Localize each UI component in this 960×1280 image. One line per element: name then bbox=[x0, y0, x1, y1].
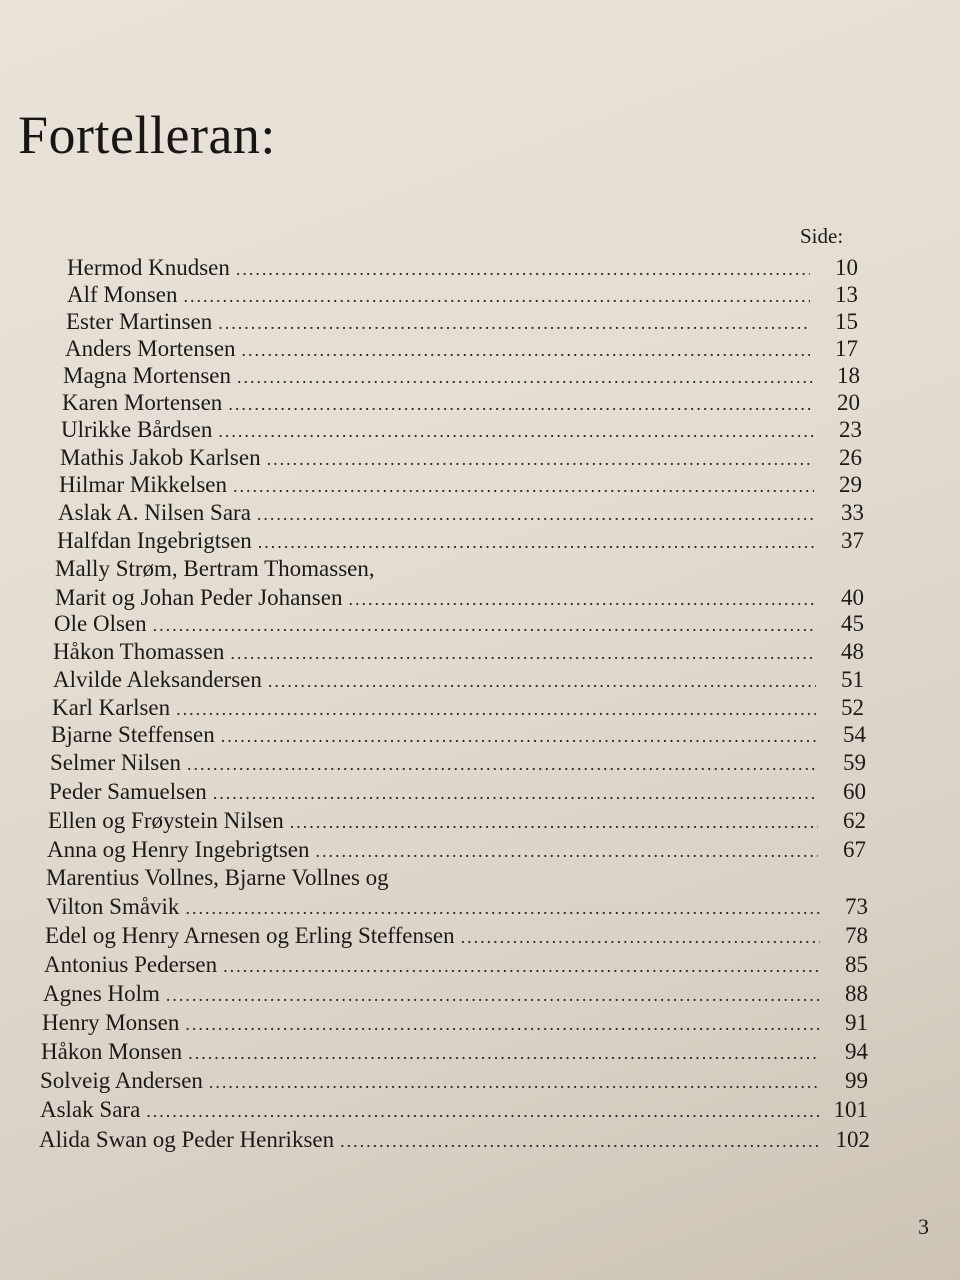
toc-entry-name: Vilton Småvik bbox=[46, 894, 180, 919]
toc-entry-name: Karl Karlsen bbox=[52, 695, 171, 720]
toc-entry-name: Ole Olsen bbox=[54, 611, 147, 636]
dot-leader bbox=[146, 1102, 820, 1120]
toc-entry-page-number: 10 bbox=[835, 255, 858, 280]
dot-leader bbox=[233, 477, 814, 495]
page-title: Fortelleran: bbox=[18, 105, 276, 165]
toc-entry bbox=[46, 895, 868, 918]
dot-leader bbox=[218, 422, 814, 440]
toc-entry-name-first-line: Mally Strøm, Bertram Thomassen, bbox=[55, 556, 375, 581]
toc-entry bbox=[61, 418, 862, 441]
toc-entry-name: Antonius Pedersen bbox=[44, 952, 218, 977]
toc-entry bbox=[51, 723, 866, 746]
toc-entry bbox=[57, 529, 864, 552]
toc-entry-page-number: 26 bbox=[839, 445, 862, 470]
toc-entry-page-number: 54 bbox=[843, 722, 866, 747]
toc-entry-name: Håkon Monsen bbox=[41, 1039, 183, 1064]
toc-entry-page-number: 101 bbox=[833, 1097, 868, 1122]
toc-entry-name: Alida Swan og Peder Henriksen bbox=[39, 1127, 335, 1152]
toc-entry-name: Henry Monsen bbox=[42, 1010, 180, 1035]
toc-entry-page-number: 15 bbox=[835, 309, 858, 334]
dot-leader bbox=[153, 616, 816, 634]
dot-leader bbox=[221, 727, 818, 745]
toc-entry bbox=[44, 953, 868, 976]
toc-entry-name: Agnes Holm bbox=[43, 981, 160, 1006]
dot-leader bbox=[213, 784, 818, 802]
toc-entry-name: Håkon Thomassen bbox=[53, 639, 225, 664]
toc-entry-page-number: 102 bbox=[835, 1127, 870, 1152]
toc-entry bbox=[60, 446, 862, 469]
dot-leader bbox=[236, 260, 810, 278]
toc-entry-name: Ulrikke Bårdsen bbox=[61, 417, 213, 442]
toc-entry-name: Aslak Sara bbox=[40, 1097, 141, 1122]
toc-entry-name: Peder Samuelsen bbox=[49, 779, 207, 804]
toc-entry-name: Solveig Andersen bbox=[40, 1068, 203, 1093]
toc-entry-page-number: 18 bbox=[837, 363, 860, 388]
toc-entry-page-number: 37 bbox=[841, 528, 864, 553]
toc-entry bbox=[67, 283, 858, 306]
dot-leader bbox=[185, 899, 820, 917]
toc-entry bbox=[45, 924, 868, 947]
dot-leader bbox=[188, 1044, 820, 1062]
dot-leader bbox=[316, 842, 818, 860]
toc-entry-page-number: 40 bbox=[841, 585, 864, 610]
dot-leader bbox=[348, 590, 816, 608]
toc-entry-page-number: 33 bbox=[841, 500, 864, 525]
toc-entry-page-number: 62 bbox=[843, 808, 866, 833]
toc-entry-name: Edel og Henry Arnesen og Erling Steffensen bbox=[45, 923, 455, 948]
toc-entry bbox=[42, 1011, 868, 1034]
dot-leader bbox=[242, 341, 810, 359]
toc-entry-name: Alf Monsen bbox=[67, 282, 178, 307]
dot-leader bbox=[258, 533, 816, 551]
toc-entry-name: Selmer Nilsen bbox=[50, 750, 181, 775]
toc-entry-name: Anna og Henry Ingebrigtsen bbox=[47, 837, 310, 862]
toc-entry-page-number: 45 bbox=[841, 611, 864, 636]
toc-entry-page-number: 78 bbox=[845, 923, 868, 948]
page-column-label: Side: bbox=[800, 224, 844, 248]
dot-leader bbox=[218, 314, 810, 332]
dot-leader bbox=[290, 813, 818, 831]
dot-leader bbox=[176, 700, 816, 718]
toc-entry bbox=[66, 310, 858, 333]
toc-entry-name: Alvilde Aleksandersen bbox=[53, 667, 262, 692]
dot-leader bbox=[185, 1015, 820, 1033]
dot-leader bbox=[187, 755, 818, 773]
toc-entry-name: Anders Mortensen bbox=[65, 336, 236, 361]
toc-entry bbox=[65, 337, 858, 360]
dot-leader bbox=[230, 644, 816, 662]
toc-entry-name: Aslak A. Nilsen Sara bbox=[58, 500, 251, 525]
dot-leader bbox=[209, 1073, 820, 1091]
toc-entry bbox=[59, 473, 862, 496]
toc-entry bbox=[63, 364, 860, 387]
toc-entry bbox=[48, 809, 866, 832]
toc-entry-page-number: 60 bbox=[843, 779, 866, 804]
toc-entry-page-number: 99 bbox=[845, 1068, 868, 1093]
dot-leader bbox=[268, 672, 816, 690]
footer-page-number: 3 bbox=[918, 1214, 929, 1239]
toc-entry bbox=[40, 1069, 868, 1092]
toc-entry bbox=[50, 751, 866, 774]
toc-entry bbox=[43, 982, 868, 1005]
dot-leader bbox=[461, 928, 820, 946]
toc-entry bbox=[53, 640, 864, 663]
dot-leader bbox=[267, 450, 814, 468]
toc-entry-page-number: 52 bbox=[841, 695, 864, 720]
toc-entry bbox=[58, 501, 864, 524]
toc-entry bbox=[62, 391, 860, 414]
toc-entry bbox=[54, 612, 864, 635]
toc-entry bbox=[53, 668, 864, 691]
toc-entry-name: Mathis Jakob Karlsen bbox=[60, 445, 261, 470]
toc-entry-page-number: 51 bbox=[841, 667, 864, 692]
toc-entry bbox=[49, 780, 866, 803]
toc-entry-page-number: 29 bbox=[839, 472, 862, 497]
dot-leader bbox=[237, 368, 812, 386]
toc-entry-page-number: 67 bbox=[843, 837, 866, 862]
toc-entry-name: Marit og Johan Peder Johansen bbox=[55, 585, 343, 610]
toc-entry-page-number: 17 bbox=[835, 336, 858, 361]
toc-entry-name: Ester Martinsen bbox=[66, 309, 213, 334]
dot-leader bbox=[340, 1132, 822, 1150]
toc-entry-page-number: 48 bbox=[841, 639, 864, 664]
toc-entry bbox=[52, 696, 864, 719]
toc-entry-page-number: 13 bbox=[835, 282, 858, 307]
toc-entry bbox=[40, 1098, 868, 1121]
dot-leader bbox=[228, 395, 812, 413]
toc-entry-name: Hilmar Mikkelsen bbox=[59, 472, 227, 497]
toc-entry-page-number: 88 bbox=[845, 981, 868, 1006]
toc-entry-page-number: 23 bbox=[839, 417, 862, 442]
toc-entry-name: Bjarne Steffensen bbox=[51, 722, 215, 747]
dot-leader bbox=[184, 287, 810, 305]
dot-leader bbox=[257, 505, 816, 523]
toc-entry bbox=[55, 586, 864, 609]
toc-entry-name: Hermod Knudsen bbox=[67, 255, 230, 280]
toc-entry-page-number: 73 bbox=[845, 894, 868, 919]
dot-leader bbox=[223, 957, 820, 975]
toc-entry bbox=[67, 256, 858, 279]
toc-entry-page-number: 94 bbox=[845, 1039, 868, 1064]
dot-leader bbox=[166, 986, 820, 1004]
toc-entry-name-first-line: Marentius Vollnes, Bjarne Vollnes og bbox=[46, 865, 389, 890]
toc-entry bbox=[41, 1040, 868, 1063]
toc-entry bbox=[39, 1128, 870, 1151]
toc-entry bbox=[47, 838, 866, 861]
toc-entry-page-number: 20 bbox=[837, 390, 860, 415]
toc-entry-name: Magna Mortensen bbox=[63, 363, 231, 388]
toc-entry-name: Karen Mortensen bbox=[62, 390, 223, 415]
toc-entry-name: Ellen og Frøystein Nilsen bbox=[48, 808, 284, 833]
toc-entry-page-number: 59 bbox=[843, 750, 866, 775]
toc-entry-page-number: 85 bbox=[845, 952, 868, 977]
toc-entry-page-number: 91 bbox=[845, 1010, 868, 1035]
toc-entry-name: Halfdan Ingebrigtsen bbox=[57, 528, 252, 553]
